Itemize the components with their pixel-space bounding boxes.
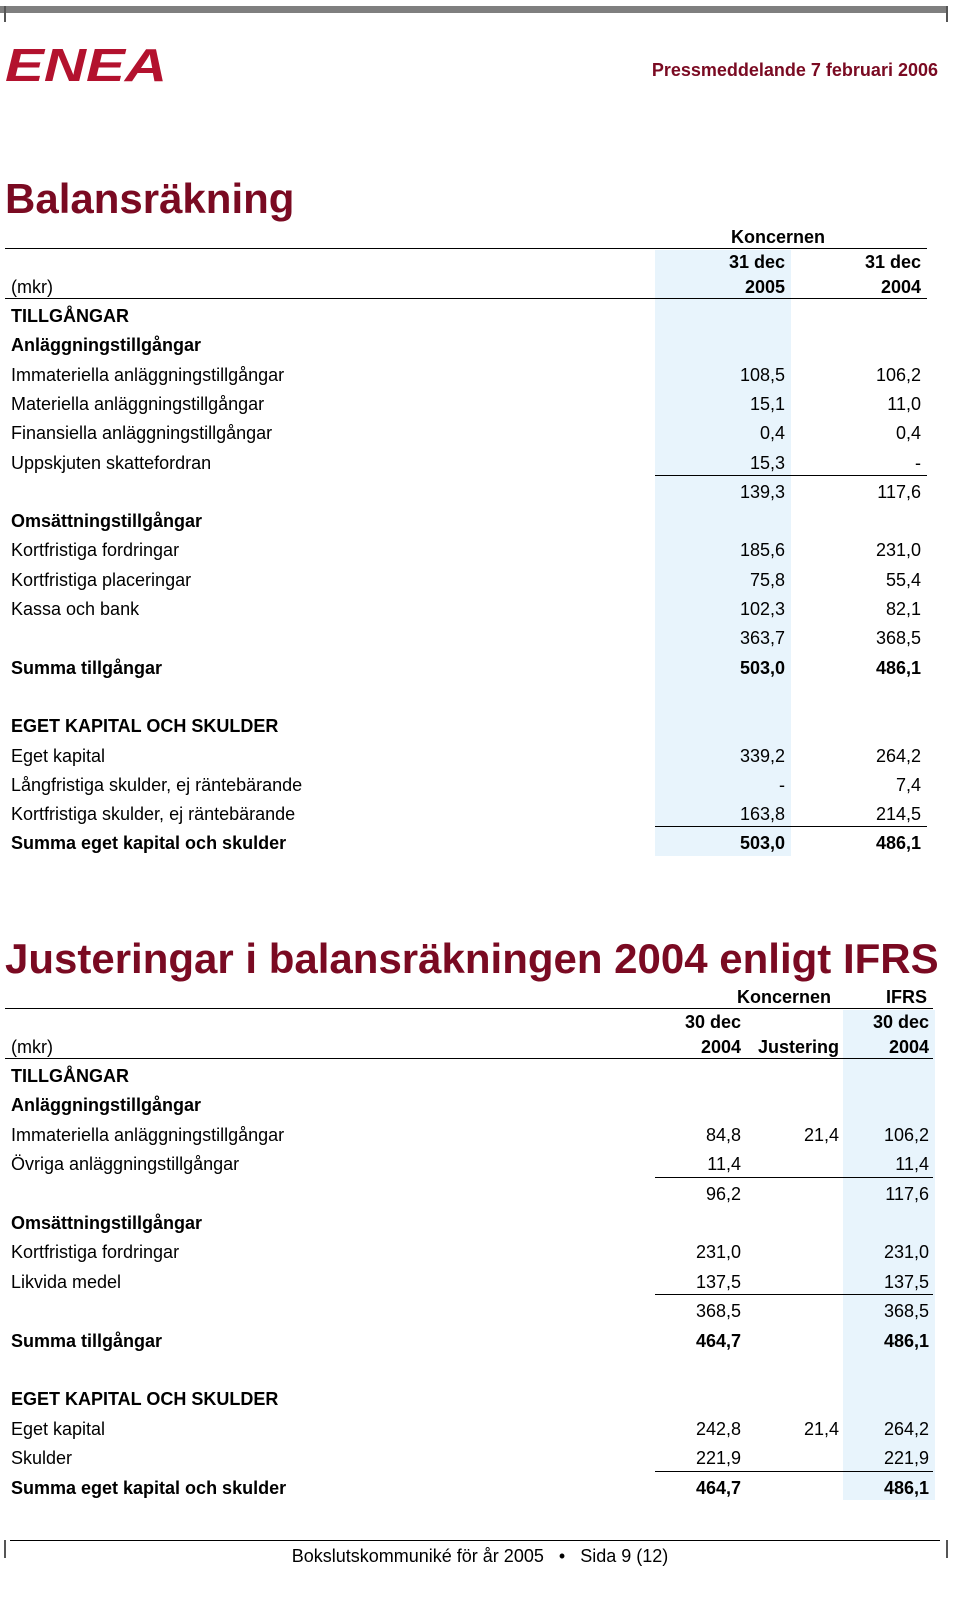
footer-bullet: • (558, 1546, 566, 1566)
row-label: Kortfristiga fordringar (11, 1242, 180, 1263)
table-row (5, 828, 930, 858)
row-value: 108,5 (739, 364, 785, 385)
group-header-koncernen: Koncernen (730, 227, 825, 247)
table-row (5, 770, 930, 800)
row-label: Kortfristiga placeringar (11, 569, 192, 590)
row-label: Långfristiga skulder, ej räntebärande (11, 774, 303, 795)
row-value: 486,1 (875, 657, 921, 678)
row-label: Eget kapital (11, 1418, 106, 1439)
enea-logo (5, 44, 171, 86)
table-row (5, 1179, 930, 1209)
subtotal-rule (655, 826, 927, 827)
table-row (5, 1296, 930, 1326)
row-value: 486,1 (883, 1330, 929, 1351)
row-value: 486,1 (875, 833, 921, 854)
row-value: 11,4 (707, 1154, 741, 1175)
row-label: EGET KAPITAL OCH SKULDER (11, 1389, 279, 1410)
group-header-koncernen: Koncernen (736, 987, 831, 1007)
table-row (5, 448, 930, 478)
row-value: 106,2 (883, 1124, 929, 1145)
row-value: 139,3 (739, 481, 785, 502)
table-row (5, 1267, 930, 1297)
row-value: 0,4 (759, 423, 785, 444)
row-value: 363,7 (739, 628, 785, 649)
row-label: Summa tillgångar (11, 1330, 163, 1351)
table-row (5, 535, 930, 565)
row-value: 15,1 (749, 393, 785, 414)
footer-page-number: Sida 9 (12) (580, 1546, 669, 1566)
row-value: 21,4 (803, 1418, 839, 1439)
top-rule (0, 6, 948, 13)
row-value: 137,5 (695, 1271, 741, 1292)
ifrs-adjustments-title: Justeringar i balansräkningen 2004 enligt IFRS (5, 935, 939, 982)
table-row (5, 711, 930, 741)
row-value: 368,5 (695, 1301, 741, 1322)
row-label: Likvida medel (11, 1271, 122, 1292)
row-value: 7,4 (895, 774, 921, 795)
table-row (5, 301, 930, 331)
col-year-2004: 2004 (880, 277, 921, 297)
row-value: 82,1 (885, 599, 921, 619)
row-label: TILLGÅNGAR (11, 1066, 129, 1086)
row-value: - (779, 774, 785, 795)
row-value: 264,2 (875, 745, 921, 766)
row-value: 464,7 (695, 1330, 741, 1351)
column-header-row (5, 1032, 930, 1062)
row-value: 11,4 (895, 1154, 929, 1175)
row-value: 21,4 (803, 1124, 839, 1145)
table-row (5, 799, 930, 829)
press-release-date: Pressmeddelande 7 februari 2006 (651, 60, 938, 80)
row-value: 486,1 (883, 1477, 929, 1498)
row-label: Uppskjuten skattefordran (11, 452, 212, 473)
footer-document-title: Bokslutskommuniké för år 2005 (291, 1546, 544, 1566)
col-header-30dec: 30 dec (684, 1012, 741, 1032)
table-row (5, 741, 930, 771)
row-value: 368,5 (875, 628, 921, 649)
row-value: 75,8 (749, 569, 785, 590)
svg-text:ENEA: ENEA (5, 44, 167, 86)
row-label: Skulder (11, 1448, 73, 1469)
row-label: Anläggningstillgångar (11, 1095, 202, 1116)
table-row (5, 682, 930, 712)
row-value: 221,9 (883, 1448, 929, 1469)
row-label: TILLGÅNGAR (11, 306, 129, 326)
row-value: 231,0 (875, 540, 921, 561)
row-value: 15,3 (749, 452, 785, 473)
row-label: Kassa och bank (11, 599, 140, 619)
row-value: 185,6 (739, 540, 785, 561)
row-label: Kortfristiga skulder, ej räntebärande (11, 804, 296, 825)
row-value: 96,2 (705, 1183, 741, 1204)
corner-mark (4, 6, 6, 22)
row-label: Övriga anläggningstillgångar (11, 1154, 240, 1175)
table-row (5, 1149, 930, 1179)
footer-rule (10, 1540, 940, 1541)
row-value: 137,5 (883, 1271, 929, 1292)
subtotal-rule (655, 1471, 933, 1472)
row-value: 221,9 (695, 1448, 741, 1469)
row-label: Immateriella anläggningstillgångar (11, 1124, 285, 1145)
balance-sheet-title: Balansräkning (5, 175, 295, 222)
table-row (5, 1384, 930, 1414)
row-value: 231,0 (695, 1242, 741, 1263)
table-row (5, 565, 930, 595)
row-label: Summa eget kapital och skulder (11, 1477, 287, 1498)
row-value: 464,7 (695, 1477, 741, 1498)
row-label: Anläggningstillgångar (11, 335, 202, 356)
table-row (5, 1473, 930, 1503)
table-row (5, 477, 930, 507)
table-row (5, 360, 930, 390)
row-value: 117,6 (877, 481, 921, 502)
row-label: Immateriella anläggningstillgångar (11, 364, 285, 385)
row-label: EGET KAPITAL OCH SKULDER (11, 716, 279, 737)
col-header-2005: 31 dec (728, 252, 785, 272)
table-row (5, 623, 930, 653)
table-row (5, 1326, 930, 1356)
row-value: 264,2 (883, 1418, 929, 1439)
col-justering: Justering (757, 1037, 839, 1057)
row-label: Summa eget kapital och skulder (11, 833, 287, 854)
table-row (5, 1208, 930, 1238)
subtotal-rule (655, 1177, 933, 1178)
row-value: 163,8 (739, 804, 785, 825)
row-value: 55,4 (885, 569, 921, 590)
row-value: 102,3 (739, 599, 785, 619)
row-value: 368,5 (883, 1301, 929, 1322)
page-footer (0, 1546, 960, 1567)
row-value: 242,8 (695, 1418, 741, 1439)
ifrs-adjustments-table (5, 982, 930, 1512)
row-value: 503,0 (739, 833, 785, 854)
table-row (5, 1090, 930, 1120)
corner-mark (946, 6, 948, 22)
row-value: 339,2 (739, 745, 785, 766)
table-row (5, 1120, 930, 1150)
col-year-2005: 2005 (744, 277, 785, 297)
row-label: Kortfristiga fordringar (11, 540, 180, 561)
col-year-2004: 2004 (700, 1037, 741, 1057)
row-value: 106,2 (875, 364, 921, 385)
col-header-2004: 31 dec (864, 252, 921, 272)
col-year-2004-ifrs: 2004 (888, 1037, 929, 1057)
table-row (5, 1355, 930, 1385)
row-label: Omsättningstillgångar (11, 511, 203, 532)
table-row (5, 1237, 930, 1267)
table-row (5, 418, 930, 448)
table-row (5, 330, 930, 360)
row-value: 214,5 (875, 804, 921, 825)
table-row (5, 653, 930, 683)
column-header-row (5, 272, 930, 302)
row-value: 11,0 (887, 393, 921, 414)
table-row (5, 1443, 930, 1473)
row-value: 0,4 (895, 423, 921, 444)
table-row (5, 594, 930, 624)
table-row (5, 389, 930, 419)
row-label: Materiella anläggningstillgångar (11, 393, 265, 414)
row-label: Finansiella anläggningstillgångar (11, 423, 273, 444)
subtotal-rule (655, 1294, 933, 1295)
row-label: Summa tillgångar (11, 657, 163, 678)
row-label: Eget kapital (11, 745, 106, 766)
row-value: 117,6 (885, 1183, 929, 1204)
row-value: 231,0 (883, 1242, 929, 1263)
row-value: 84,8 (705, 1124, 741, 1145)
group-header-ifrs: IFRS (885, 987, 927, 1007)
table-row (5, 1061, 930, 1091)
row-value: 503,0 (739, 657, 785, 678)
subtotal-rule (655, 475, 927, 476)
row-label: Omsättningstillgångar (11, 1213, 203, 1233)
balance-sheet-table (5, 222, 930, 862)
row-value: - (915, 452, 921, 473)
table-row (5, 1414, 930, 1444)
table-row (5, 506, 930, 536)
unit-label: (mkr) (11, 1037, 53, 1057)
unit-label: (mkr) (11, 277, 53, 297)
col-header-30dec-ifrs: 30 dec (872, 1012, 929, 1032)
